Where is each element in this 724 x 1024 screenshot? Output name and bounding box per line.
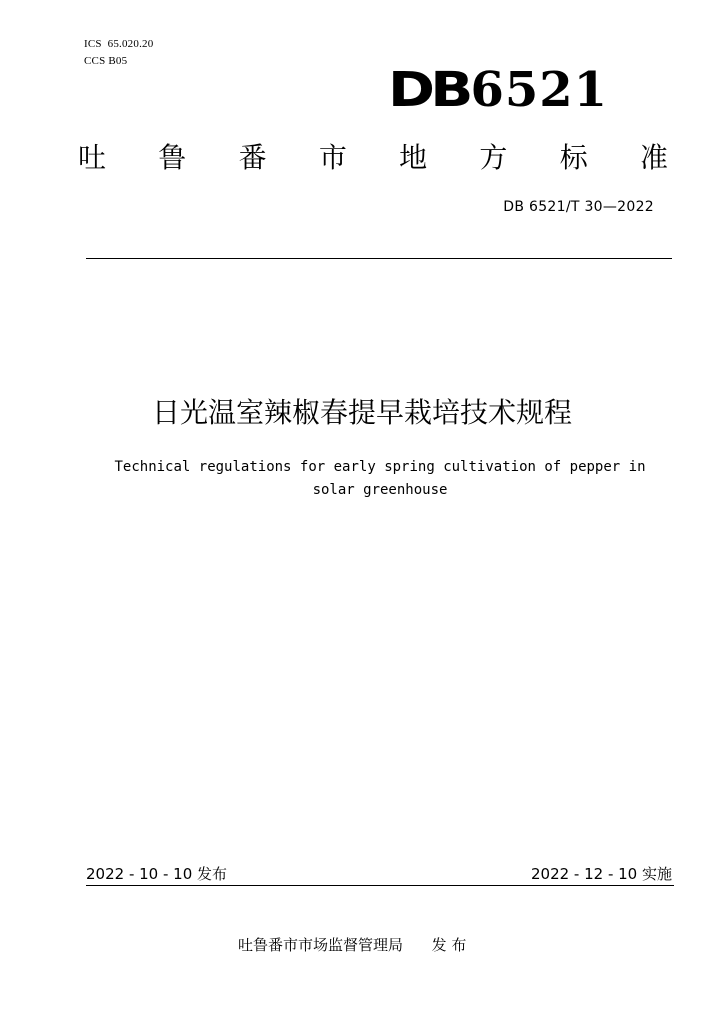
title-en-line: Technical regulations for early spring cultivation of pepper in [114, 459, 646, 475]
standard-type-char: 鲁 [158, 141, 187, 174]
issue-date: 2022 - 10 - 10 发布 [86, 865, 228, 883]
standard-type-char: 准 [639, 141, 668, 174]
db-logo [388, 62, 628, 118]
db-logo-letters: DB [388, 62, 469, 118]
top-divider [86, 258, 672, 259]
bottom-divider [86, 885, 674, 886]
document-title-zh: 日光温室辣椒春提早栽培技术规程 [151, 396, 572, 429]
standard-type-char: 地 [399, 141, 428, 174]
classification-codes [84, 36, 153, 70]
ics-code: ICS 65.020.20 [84, 38, 154, 50]
standard-type-char: 方 [479, 141, 508, 174]
standard-type-char: 吐 [78, 141, 107, 174]
db-logo-number: 6521 [470, 62, 609, 118]
publisher-line [238, 934, 466, 955]
publisher-action: 发 布 [431, 936, 467, 954]
standard-type-title [78, 140, 668, 176]
title-en-line: solar greenhouse [312, 482, 448, 498]
standard-type-char: 标 [559, 141, 588, 174]
standard-type-char: 市 [318, 141, 347, 174]
standard-number: DB 6521/T 30—2022 [503, 199, 654, 215]
publisher-name: 吐鲁番市市场监督管理局 [238, 936, 404, 954]
document-title-en [100, 456, 660, 502]
standard-type-char: 番 [238, 141, 267, 174]
implementation-date: 2022 - 12 - 10 实施 [530, 865, 672, 883]
ccs-code: CCS B05 [84, 55, 128, 67]
